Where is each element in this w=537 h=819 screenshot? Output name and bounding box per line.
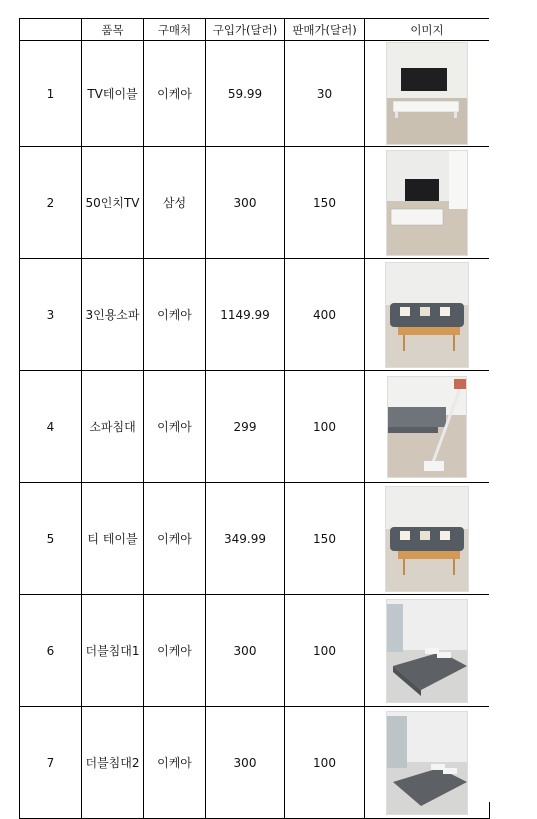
- purchase-price: 300: [206, 595, 285, 707]
- header-image: 이미지: [365, 19, 490, 41]
- item-name: 3인용소파: [82, 259, 144, 371]
- item-name: 더블침대2: [82, 707, 144, 819]
- purchase-price: 1149.99: [206, 259, 285, 371]
- sale-price: 150: [285, 147, 365, 259]
- header-number: [20, 19, 82, 41]
- header-purchase-price: 구입가(달러): [206, 19, 285, 41]
- item-image-cell: [365, 147, 490, 259]
- row-number: 6: [20, 595, 82, 707]
- item-image-cell: [365, 371, 490, 483]
- item-image-cell: [365, 41, 490, 147]
- table-row: [20, 371, 490, 483]
- tv-photo: [386, 150, 468, 256]
- sale-price: 150: [285, 483, 365, 595]
- purchase-price: 299: [206, 371, 285, 483]
- table-row: [20, 147, 490, 259]
- purchase-price: 300: [206, 147, 285, 259]
- row-number: 1: [20, 41, 82, 147]
- header-row: [20, 19, 490, 41]
- item-name: 더블침대1: [82, 595, 144, 707]
- sofa-photo: [385, 262, 469, 368]
- double-bed-photo: [386, 711, 468, 815]
- tea-table-photo: [385, 486, 469, 592]
- row-number: 2: [20, 147, 82, 259]
- tv-stand-photo: [386, 42, 468, 145]
- store-name: 이케아: [144, 595, 206, 707]
- item-name: TV테이블: [82, 41, 144, 147]
- sale-price: 400: [285, 259, 365, 371]
- store-name: 이케아: [144, 707, 206, 819]
- row-number: 3: [20, 259, 82, 371]
- item-name: 티 테이블: [82, 483, 144, 595]
- sale-price: 100: [285, 595, 365, 707]
- store-name: 삼성: [144, 147, 206, 259]
- item-name: 50인치TV: [82, 147, 144, 259]
- sale-price: 100: [285, 707, 365, 819]
- table-row: [20, 483, 490, 595]
- store-name: 이케아: [144, 483, 206, 595]
- row-number: 7: [20, 707, 82, 819]
- sale-price: 30: [285, 41, 365, 147]
- header-store: 구매처: [144, 19, 206, 41]
- store-name: 이케아: [144, 259, 206, 371]
- double-bed-photo: [386, 599, 468, 703]
- furniture-sale-table: [19, 18, 490, 819]
- purchase-price: 349.99: [206, 483, 285, 595]
- table-row: [20, 41, 490, 147]
- table-row: [20, 259, 490, 371]
- item-image-cell: [365, 483, 490, 595]
- item-name: 소파침대: [82, 371, 144, 483]
- header-item: 품목: [82, 19, 144, 41]
- table-row: [20, 595, 490, 707]
- row-number: 5: [20, 483, 82, 595]
- right-margin: [489, 0, 537, 802]
- item-image-cell: [365, 595, 490, 707]
- item-image-cell: [365, 259, 490, 371]
- sofa-bed-photo: [387, 376, 467, 478]
- store-name: 이케아: [144, 41, 206, 147]
- purchase-price: 59.99: [206, 41, 285, 147]
- purchase-price: 300: [206, 707, 285, 819]
- row-number: 4: [20, 371, 82, 483]
- header-sale-price: 판매가(달러): [285, 19, 365, 41]
- store-name: 이케아: [144, 371, 206, 483]
- sale-price: 100: [285, 371, 365, 483]
